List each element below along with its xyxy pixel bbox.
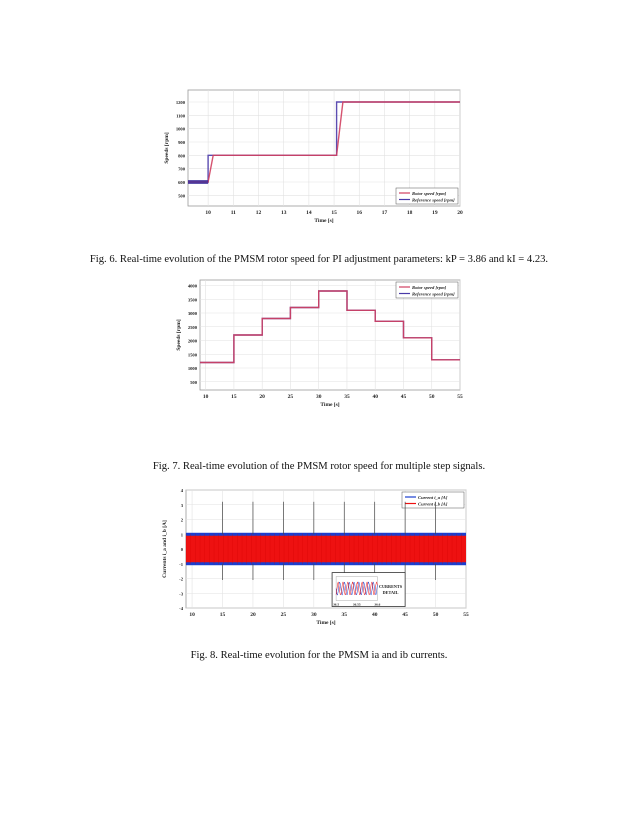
legend-label: Reference speed [rpm]	[412, 291, 455, 297]
y-tick-label: 900	[178, 140, 185, 145]
y-tick-label: 1000	[175, 126, 185, 132]
initial-speed-band	[188, 180, 208, 184]
y-tick-label: 0	[180, 547, 183, 552]
x-tick-label: 45	[402, 612, 408, 618]
x-tick-label: 10	[189, 612, 195, 618]
x-tick-label: 13	[280, 210, 287, 216]
y-tick-label: -3	[179, 591, 183, 597]
legend-label: Rotor speed [rpm]	[412, 284, 447, 290]
y-tick-label: -2	[179, 576, 183, 582]
y-tick-label: 500	[190, 379, 197, 385]
x-tick-label: 15	[219, 612, 226, 618]
y-tick-label: 500	[178, 193, 185, 199]
x-tick-label: 19	[432, 210, 438, 216]
x-tick-label: 10	[202, 394, 209, 400]
inset-label-detail: DETAIL	[382, 589, 399, 595]
x-tick-label: 40	[372, 394, 378, 400]
x-tick-label: 30	[311, 612, 317, 618]
x-tick-label: 20	[250, 612, 256, 618]
legend-label: Current i_a [A]	[418, 494, 448, 500]
x-tick-label: 15	[231, 394, 237, 400]
y-tick-label: 4	[180, 488, 183, 493]
x-tick-label: 17	[381, 210, 388, 216]
y-tick-label: 3500	[187, 297, 197, 303]
x-tick-label: 20	[457, 210, 463, 216]
legend-label: Reference speed [rpm]	[412, 197, 455, 203]
x-tick-label: 30	[315, 394, 322, 400]
y-tick-label: -1	[179, 561, 183, 567]
figure-8-chart	[160, 488, 478, 630]
x-axis-label: Time [s]	[314, 218, 334, 224]
y-tick-label: 1000	[187, 366, 197, 371]
y-tick-label: -4	[179, 606, 183, 611]
x-tick-label: 45	[400, 394, 407, 400]
x-tick-label: 12	[255, 210, 262, 216]
x-tick-label: 40	[371, 612, 378, 618]
y-tick-label: 2500	[187, 324, 197, 330]
y-axis-label: Speeds [rpm]	[176, 319, 182, 351]
x-tick-label: 25	[280, 612, 287, 618]
x-tick-label: 15	[331, 210, 337, 216]
x-tick-label: 11	[230, 210, 236, 216]
x-tick-label: 55	[457, 394, 463, 400]
y-tick-label: 2	[180, 517, 183, 523]
x-tick-label: 20	[259, 394, 265, 400]
multi-step-speed-chart	[160, 278, 478, 420]
y-tick-label: 3	[180, 502, 183, 508]
y-tick-label: 1500	[187, 352, 197, 358]
inset-plot-area	[336, 577, 377, 601]
figure-8-caption: Fig. 8. Real-time evolution for the PMSM ia and ib currents.	[190, 650, 448, 661]
inset-tick-label: 36.55	[352, 602, 361, 607]
x-tick-label: 35	[344, 394, 350, 400]
inset-tick-label: 36.5	[333, 602, 340, 607]
x-tick-label: 50	[432, 612, 439, 618]
x-tick-label: 16	[356, 210, 363, 216]
x-tick-label: 14	[306, 210, 312, 216]
figure-7-chart	[160, 278, 478, 420]
x-axis-label: Time [s]	[316, 620, 336, 626]
x-tick-label: 25	[287, 394, 294, 400]
x-axis-label: Time [s]	[320, 402, 340, 408]
y-tick-label: 1200	[175, 100, 185, 105]
x-tick-label: 55	[463, 612, 469, 618]
inset-label-currents: CURRENTS	[378, 583, 403, 589]
y-tick-label: 1100	[176, 113, 185, 119]
y-tick-label: 700	[178, 166, 185, 172]
x-tick-label: 35	[341, 612, 348, 618]
inset-tick-label: 36.6	[374, 602, 381, 607]
legend-label: Rotor speed [rpm]	[412, 190, 447, 196]
y-tick-label: 4000	[187, 283, 197, 289]
figure-6-caption: Fig. 6. Real-time evolution of the PMSM rotor speed for PI adjustment parameters: kP = 3.86 and kI = 4.23.	[89, 254, 549, 265]
currents-chart	[160, 488, 478, 630]
y-tick-label: 800	[178, 153, 185, 159]
x-tick-label: 50	[428, 394, 435, 400]
figure-6-chart	[160, 88, 478, 230]
rotor-speed-chart	[160, 88, 478, 230]
x-tick-label: 18	[406, 210, 413, 216]
x-tick-label: 10	[205, 210, 211, 216]
y-tick-label: 600	[178, 180, 185, 185]
figure-7-caption: Fig. 7. Real-time evolution of the PMSM rotor speed for multiple step signals.	[152, 461, 486, 472]
y-tick-label: 3000	[187, 311, 197, 316]
y-tick-label: 2000	[187, 338, 197, 344]
y-axis-label: Currents i_a and i_b [A]	[162, 520, 168, 578]
y-tick-label: 1	[180, 532, 183, 538]
legend-label: Current i_b [A]	[418, 501, 448, 507]
y-axis-label: Speeds [rpm]	[164, 132, 170, 164]
